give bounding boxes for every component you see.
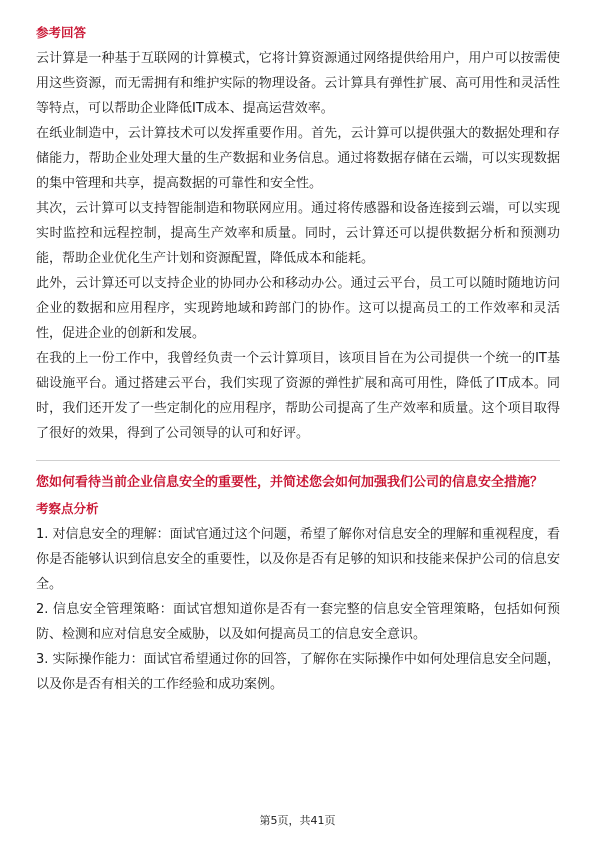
analysis-heading: 考察点分析	[36, 501, 99, 516]
reference-answer-heading: 参考回答	[36, 25, 87, 40]
page-number: 第5页，共41页	[259, 814, 336, 827]
analysis-item: 2. 信息安全管理策略：面试官想知道你是否有一套完整的信息安全管理策略，包括如何预防、检测和应对信息安全威胁，以及如何提高员工的信息安全意识。	[36, 602, 560, 642]
answer-paragraph: 在我的上一份工作中，我曾经负责一个云计算项目，该项目旨在为公司提供一个统一的IT基础设施平台。通过搭建云平台，我们实现了资源的弹性扩展和高可用性，降低了IT成本。同时，我们还开发了一些定制化的应用程序，帮助公司提高了生产效率和质量。这个项目取得了很好的效果，得到了公司领导的认可和好评。	[36, 351, 560, 441]
analysis-item: 1. 对信息安全的理解：面试官通过这个问题，希望了解你对信息安全的理解和重视程度，看你是否能够认识到信息安全的重要性，以及你是否有足够的知识和技能来保护公司的信息安全。	[36, 527, 560, 592]
section-divider	[36, 460, 560, 461]
answer-paragraph: 其次，云计算可以支持智能制造和物联网应用。通过将传感器和设备连接到云端，可以实现实时监控和远程控制，提高生产效率和质量。同时，云计算还可以提供数据分析和预测功能，帮助企业优化生产计划和资源配置，降低成本和能耗。	[36, 201, 560, 266]
interview-question: 您如何看待当前企业信息安全的重要性，并简述您会如何加强我们公司的信息安全措施？	[36, 475, 544, 490]
answer-paragraph: 在纸业制造中，云计算技术可以发挥重要作用。首先，云计算可以提供强大的数据处理和存储能力，帮助企业处理大量的生产数据和业务信息。通过将数据存储在云端，可以实现数据的集中管理和共享，提高数据的可靠性和安全性。	[36, 126, 560, 191]
answer-paragraph: 云计算是一种基于互联网的计算模式，它将计算资源通过网络提供给用户，用户可以按需使用这些资源，而无需拥有和维护实际的物理设备。云计算具有弹性扩展、高可用性和灵活性等特点，可以帮助企业降低IT成本、提高运营效率。	[36, 51, 560, 116]
answer-paragraph: 此外，云计算还可以支持企业的协同办公和移动办公。通过云平台，员工可以随时随地访问企业的数据和应用程序，实现跨地域和跨部门的协作。这可以提高员工的工作效率和灵活性，促进企业的创新和发展。	[36, 276, 560, 341]
analysis-item: 3. 实际操作能力：面试官希望通过你的回答，了解你在实际操作中如何处理信息安全问题，以及你是否有相关的工作经验和成功案例。	[36, 652, 560, 692]
page-content	[36, 18, 560, 697]
